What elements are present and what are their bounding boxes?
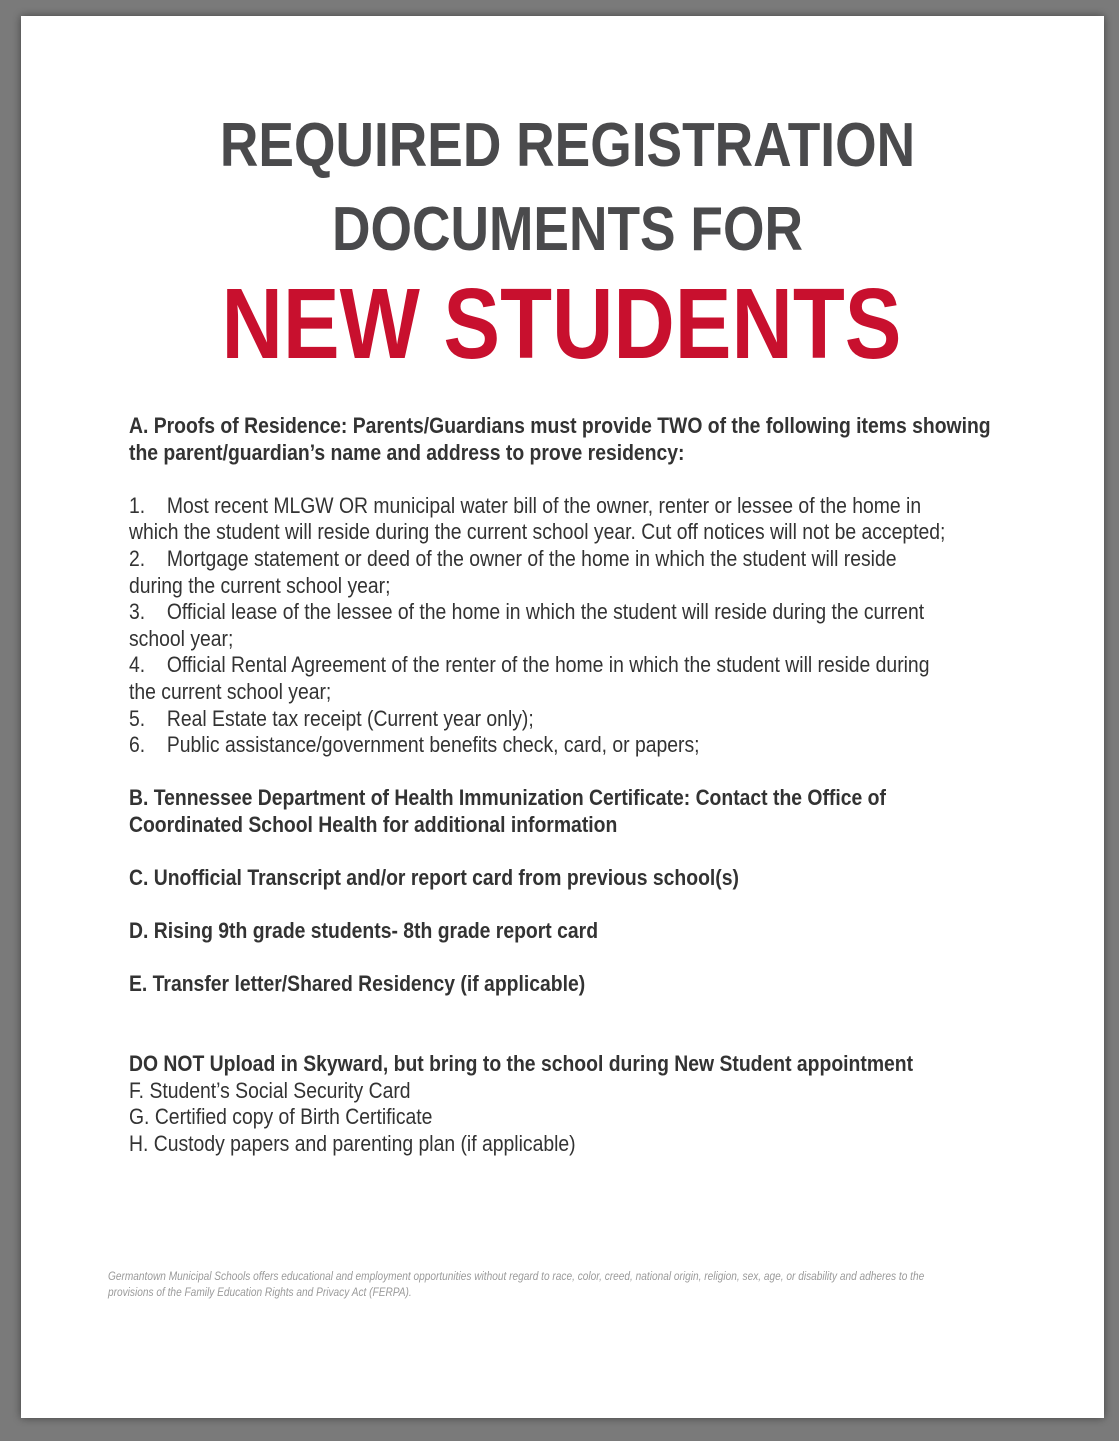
list-item: H. Custody papers and parenting plan (if applicable) [129, 1130, 576, 1156]
list-item-text: Most recent MLGW OR municipal water bill of the owner, renter or lessee of the home in [166, 492, 922, 518]
section-b-heading-cont: Coordinated School Health for additional information [129, 811, 618, 837]
section-a-heading-cont: the parent/guardian’s name and address to prove residency: [129, 439, 685, 465]
section-a-heading: A. Proofs of Residence: Parents/Guardians must provide TWO of the following items showing [129, 413, 991, 438]
title-line-2: DOCUMENTS FOR [332, 195, 803, 264]
section-c-heading: C. Unofficial Transcript and/or report card from previous school(s) [129, 865, 739, 891]
list-item-text: Official lease of the lessee of the home in which the student will reside during the current [166, 599, 925, 625]
non-discrimination-footer [108, 1269, 1028, 1301]
list-item [129, 652, 1029, 705]
list-item [129, 546, 1029, 599]
footer-line-1: Germantown Municipal Schools offers educational and employment opportunities without regard to race, color, creed, national origin, religion, sex, age, or disability and adheres to the [108, 1271, 925, 1283]
list-item-text: Mortgage statement or deed of the owner of the home in which the student will reside [166, 545, 897, 571]
list-item-text: Official Rental Agreement of the renter of the home in which the student will reside during [166, 652, 930, 678]
list-item-text-cont: during the current school year; [129, 572, 391, 598]
list-item [129, 706, 1029, 733]
bring-to-school-heading: DO NOT Upload in Skyward, but bring to the school during New Student appointment [129, 1051, 914, 1077]
section-b [129, 785, 1029, 838]
list-item-text-cont: school year; [129, 625, 234, 651]
section-b-heading: B. Tennessee Department of Health Immunization Certificate: Contact the Office of [129, 785, 886, 811]
footer-line-2: provisions of the Family Education Rights and Privacy Act (FERPA). [108, 1287, 412, 1299]
list-item-text-cont: which the student will reside during the current school year. Cut off notices will not be accepted; [129, 519, 946, 545]
bring-to-school-section [129, 1051, 1029, 1157]
list-item-number: 5. [129, 705, 146, 731]
list-item: G. Certified copy of Birth Certificate [129, 1104, 433, 1130]
list-item-number: 6. [129, 732, 146, 758]
list-item-number: 3. [129, 599, 146, 625]
title-line-3-highlight: NEW STUDENTS [221, 268, 902, 380]
document-page [21, 16, 1104, 1418]
requirements-body [129, 413, 1029, 1157]
list-item-text-cont: the current school year; [129, 678, 332, 704]
list-item-text: Real Estate tax receipt (Current year only); [166, 705, 534, 731]
title-line-1: REQUIRED REGISTRATION [219, 111, 916, 180]
list-item [129, 493, 1029, 546]
section-e-heading: E. Transfer letter/Shared Residency (if applicable) [129, 971, 586, 997]
list-item [129, 732, 1029, 759]
section-a [129, 413, 1029, 759]
list-item-number: 4. [129, 652, 146, 678]
list-item-text: Public assistance/government benefits check, card, or papers; [166, 732, 700, 758]
section-d-heading: D. Rising 9th grade students- 8th grade report card [129, 918, 599, 944]
list-item-number: 1. [129, 492, 146, 518]
list-item [129, 599, 1029, 652]
list-item: F. Student’s Social Security Card [129, 1077, 411, 1103]
list-item-number: 2. [129, 545, 146, 571]
